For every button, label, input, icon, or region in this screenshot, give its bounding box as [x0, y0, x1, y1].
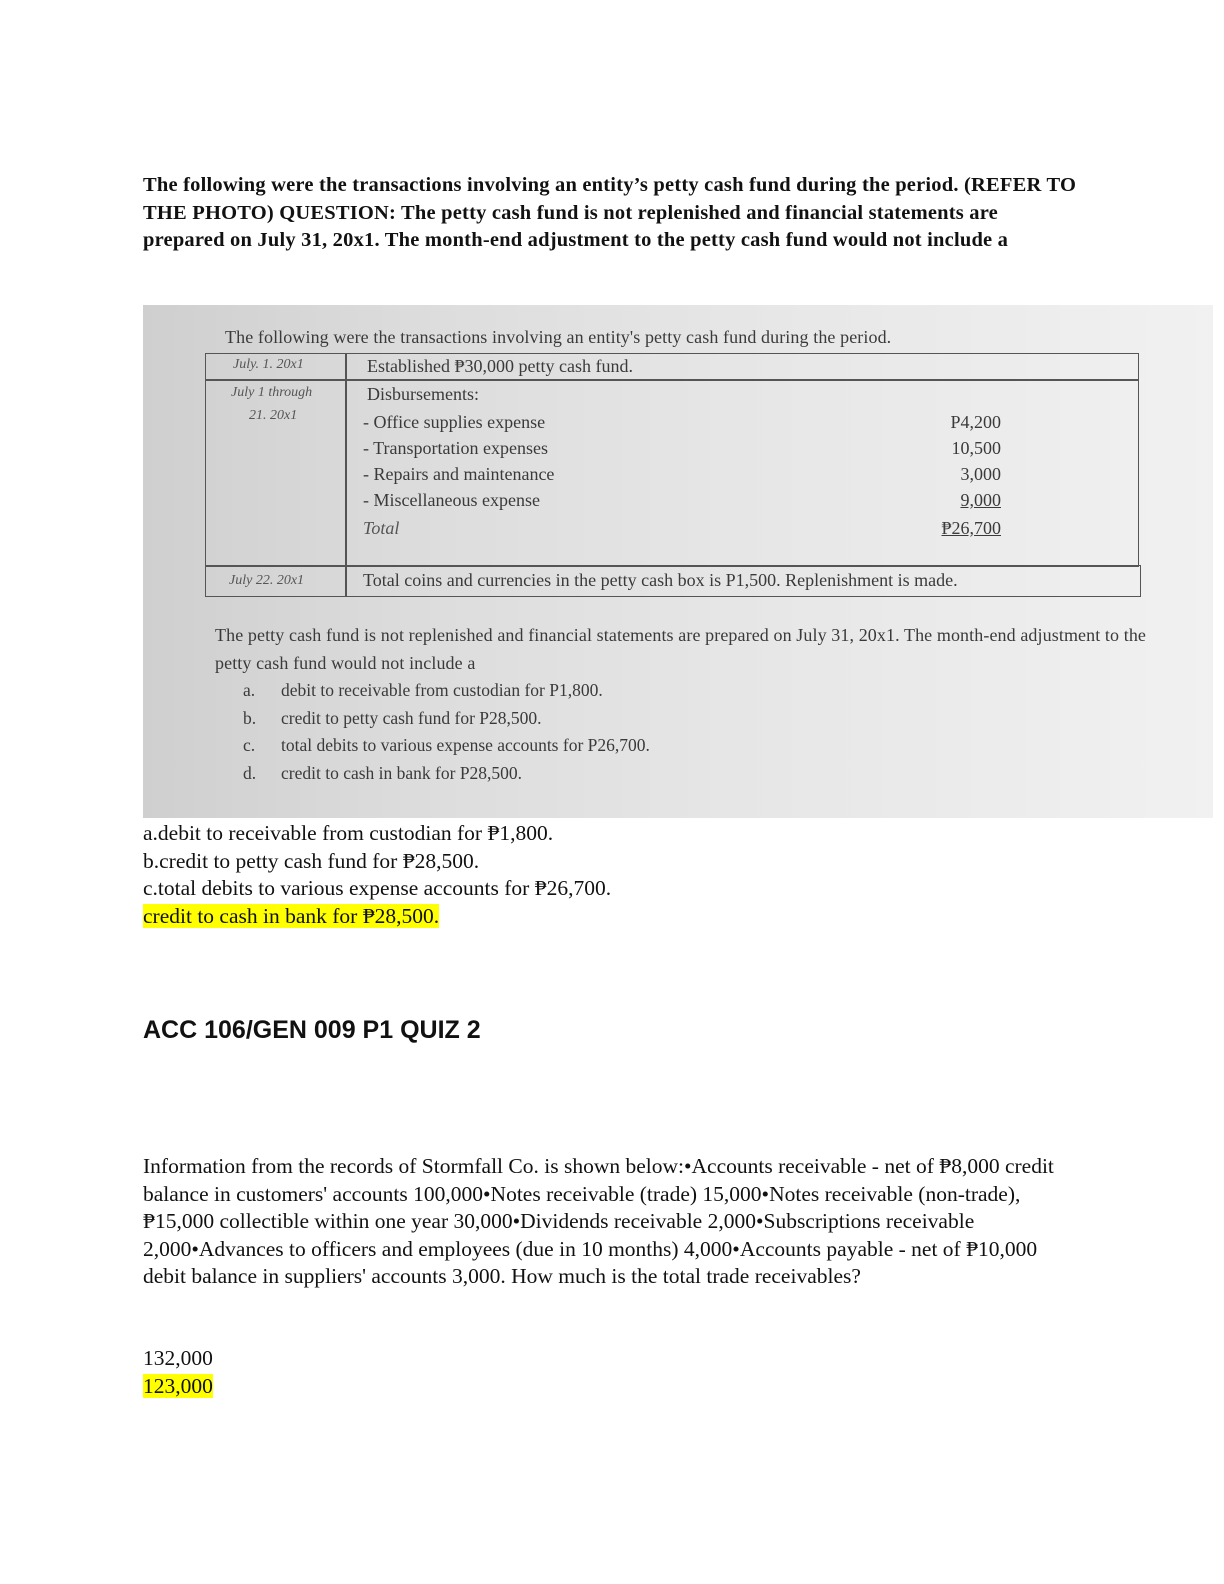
answer-options-1 [143, 820, 611, 930]
question-1 [143, 172, 1083, 255]
section-title: ACC 106/GEN 009 P1 QUIZ 2 [143, 1016, 481, 1044]
photo-option: a. debit to receivable from custodian for P1,800. [243, 680, 603, 700]
photo-question: The petty cash fund is not replenished and financial statements are prepared on July 31, 20x1. The month-end adjustment to the petty cash fund would not include a [215, 625, 1147, 673]
photo-option: b. credit to petty cash fund for P28,500. [243, 707, 542, 728]
photo-option: c. total debits to various expense accounts for P26,700. [243, 735, 650, 755]
expense-label: - Transportation expenses [363, 438, 548, 458]
expense-amount: 3,000 [960, 464, 1001, 484]
row1-date: July. 1. 20x1 [233, 357, 304, 372]
expense-label: - Office supplies expense [363, 412, 546, 432]
answer-option: b.credit to petty cash fund for ₱28,500. [143, 848, 480, 873]
row2-date-line2: 21. 20x1 [249, 408, 298, 423]
expense-label: - Repairs and maintenance [363, 464, 555, 484]
photo-heading: The following were the transactions involving an entity's petty cash fund during the period. [225, 327, 892, 347]
row1-text: Established ₱30,000 petty cash fund. [367, 356, 633, 376]
answer-option-highlighted: credit to cash in bank for ₱28,500. [143, 903, 440, 928]
expense-amount: 9,000 [960, 490, 1001, 510]
answer-option: a.debit to receivable from custodian for ₱1,800. [143, 821, 554, 845]
answer-option: 132,000 [143, 1346, 213, 1370]
answer-option-highlighted: 123,000 [143, 1374, 213, 1398]
photo-transactions-table [205, 353, 1139, 597]
question-1-text: The following were the transactions involving an entity’s petty cash fund during the period. (REFER TO THE PHOTO) QUESTION: The petty cash fund is not replenished and financial statements are prepared on July 31, 20x1. The month-end adjustment to the petty cash fund would not include a [143, 174, 1077, 251]
total-amount: ₱26,700 [941, 518, 1001, 538]
row2-title: Disbursements: [367, 384, 479, 404]
answer-option: c.total debits to various expense accounts for ₱26,700. [143, 876, 612, 900]
question-2-text: Information from the records of Stormfall Co. is shown below:•Accounts receivable - net of ₱8,000 credit balance in customers' accounts 100,000•Notes receivable (trade) 15,000•Notes receivable (non-trade), ₱15,000 collectible within one year 30,000•Dividends receivable 2,000•Subscriptions receivable 2,000•Advances to officers and employees (due in 10 months) 4,000•Accounts payable - net of ₱10,000 debit balance in suppliers' accounts 3,000. How much is the total trade receivables? [143, 1154, 1054, 1288]
expense-label: - Miscellaneous expense [363, 490, 540, 510]
expense-amount: P4,200 [950, 412, 1001, 432]
total-label: Total [363, 518, 400, 538]
answer-options-2 [143, 1344, 213, 1400]
row3-date: July 22. 20x1 [229, 573, 305, 588]
photo-option: d. credit to cash in bank for P28,500. [243, 762, 523, 783]
row3-text: Total coins and currencies in the petty cash box is P1,500. Replenishment is made. [363, 570, 958, 590]
row2-date-line1: July 1 through [231, 385, 313, 400]
photo-options [243, 677, 650, 787]
expense-amount: 10,500 [951, 438, 1001, 458]
question-photo [143, 305, 1213, 818]
